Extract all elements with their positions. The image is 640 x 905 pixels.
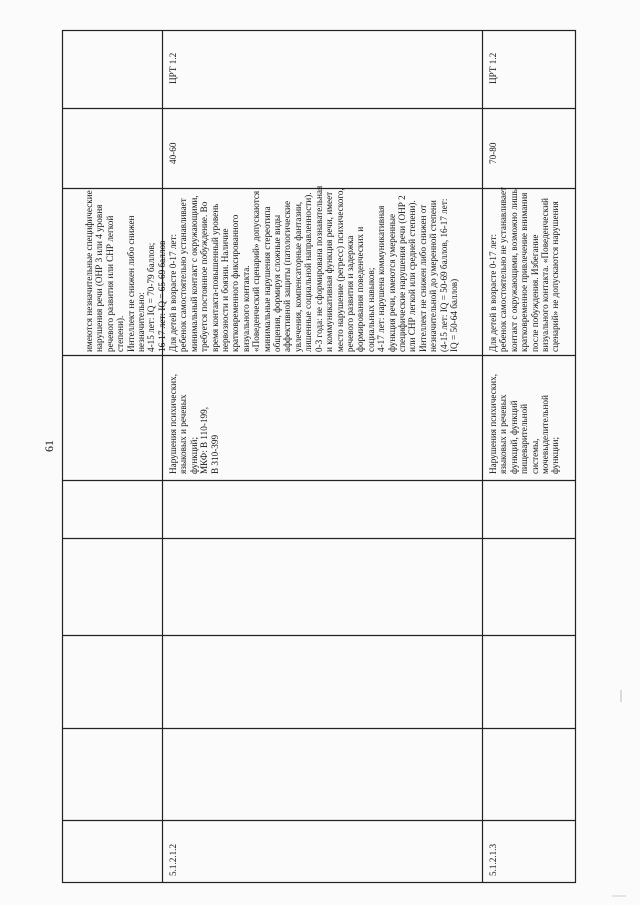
row-1-disorder: Нарушения психических, языковых и речевых функций; МКФ: В 110-199, В 310-399 xyxy=(168,374,220,474)
row-2-target: ЦРТ 1.2 xyxy=(488,52,498,84)
row-2-percent: 70-80 xyxy=(488,142,498,164)
row-1-code: 5.1.2.1.2 xyxy=(168,843,178,876)
row-1-percent: 40-60 xyxy=(168,142,178,164)
row-2-code: 5.1.2.1.3 xyxy=(488,843,498,876)
row-2-disorder: Нарушения психических, языковых и речевых функций, функций пищеварительной системы, мочевыделительной функции; xyxy=(488,374,561,474)
row-1-target: ЦРТ 1.2 xyxy=(168,52,178,84)
row-1-description: Для детей в возрасте 0-17 лет: ребенок самостоятельно устанавливает минимальный контакт с окружающими, требуется постоянное побуждение. Во время контакта-повышенный уровень нервозности и боязни. Наличие кратковременного фиксированного визуального контакта. «Поведенческий сценарий» допускаются минимальные нарушения стереотипа общения, формируя сложные виды аффективной защиты (патологические увлечения, компенсаторные фантазии, лишенные социальной направленности). 0-3 года: не сформирована познавательная и коммуникативная функция речи, имеет место нарушение (регресс) психического, речевого развития и задержка формирования поведенческих и социальных навыков; 4-17 лет: нарушена коммуникативная функция речи, имеются умеренные специфические нарушения речи (ОНР 2 или СНР легкой или средней степени). Интеллект не снижен либо снижен от незначительной до умеренной степени (4-15 лет: IQ = 50-69 баллов, 16-17 лет: IQ = 50-64 баллов) xyxy=(168,185,459,352)
row-2-description: Для детей в возрасте 0-17 лет: ребенок самостоятельно не устанавливает контакт с окружающими, возможно лишь кратковременное привлечение внимания после побуждения. Избегание визуального контакта. «Поведенческий сценарий» не допускаются нарушения xyxy=(488,186,561,352)
page-number: 61 xyxy=(42,440,56,452)
row-0-description: имеются незначительные специфические нарушения речи (ОНР 3 или 4 уровня речевого развития или СНР легкой степени). Интеллект не снижен либо снижен незначительно: 4-15 лет: IQ = 70-79 баллов; 16-17 лет: IQ = 65-69 баллов xyxy=(84,190,167,352)
